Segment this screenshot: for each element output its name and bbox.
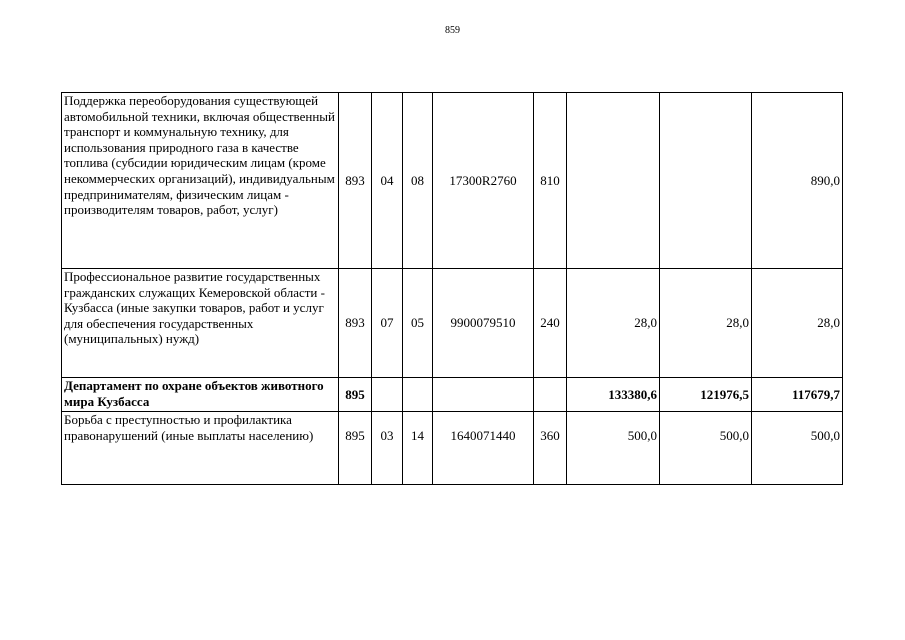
amount-3: 117679,7 [752,378,843,412]
section-code: 03 [372,412,403,485]
subsection-code: 05 [403,269,433,378]
table-row [62,269,843,378]
budget-table [61,92,843,485]
expense-type-code: 240 [534,269,567,378]
expense-type-code: 360 [534,412,567,485]
amount-3: 890,0 [752,93,843,269]
amount-1: 133380,6 [567,378,660,412]
amount-1: 500,0 [567,412,660,485]
target-article-code: 9900079510 [433,269,534,378]
subsection-code [403,378,433,412]
subsection-code: 14 [403,412,433,485]
ministry-code: 895 [339,378,372,412]
amount-1 [567,93,660,269]
amount-1: 28,0 [567,269,660,378]
ministry-code: 893 [339,93,372,269]
ministry-code: 895 [339,412,372,485]
table-row [62,412,843,485]
section-code: 07 [372,269,403,378]
amount-3: 28,0 [752,269,843,378]
subsection-code: 08 [403,93,433,269]
page-number: 859 [445,25,460,36]
table-row-department [62,378,843,412]
amount-2: 500,0 [660,412,752,485]
target-article-code: 1640071440 [433,412,534,485]
target-article-code: 17300R2760 [433,93,534,269]
target-article-code [433,378,534,412]
row-description: Борьба с преступностью и профилактика правонарушений (иные выплаты населению) [62,412,339,485]
amount-3: 500,0 [752,412,843,485]
table-row [62,93,843,269]
amount-2: 121976,5 [660,378,752,412]
section-code: 04 [372,93,403,269]
section-code [372,378,403,412]
amount-2 [660,93,752,269]
expense-type-code: 810 [534,93,567,269]
row-description: Поддержка переоборудования существующей автомобильной техники, включая общественный транспорт и коммунальную технику, для использования природного газа в качестве топлива (субсидии юридическим лицам (кроме некоммерческих организаций), индивидуальным предпринимателям, физическим лицам - производителям товаров, работ, услуг) [62,93,339,269]
row-description: Профессиональное развитие государственных гражданских служащих Кемеровской области - Кузбасса (иные закупки товаров, работ и услуг для обеспечения государственных (муниципальных) нужд) [62,269,339,378]
expense-type-code [534,378,567,412]
ministry-code: 893 [339,269,372,378]
row-description: Департамент по охране объектов животного мира Кузбасса [62,378,339,412]
amount-2: 28,0 [660,269,752,378]
